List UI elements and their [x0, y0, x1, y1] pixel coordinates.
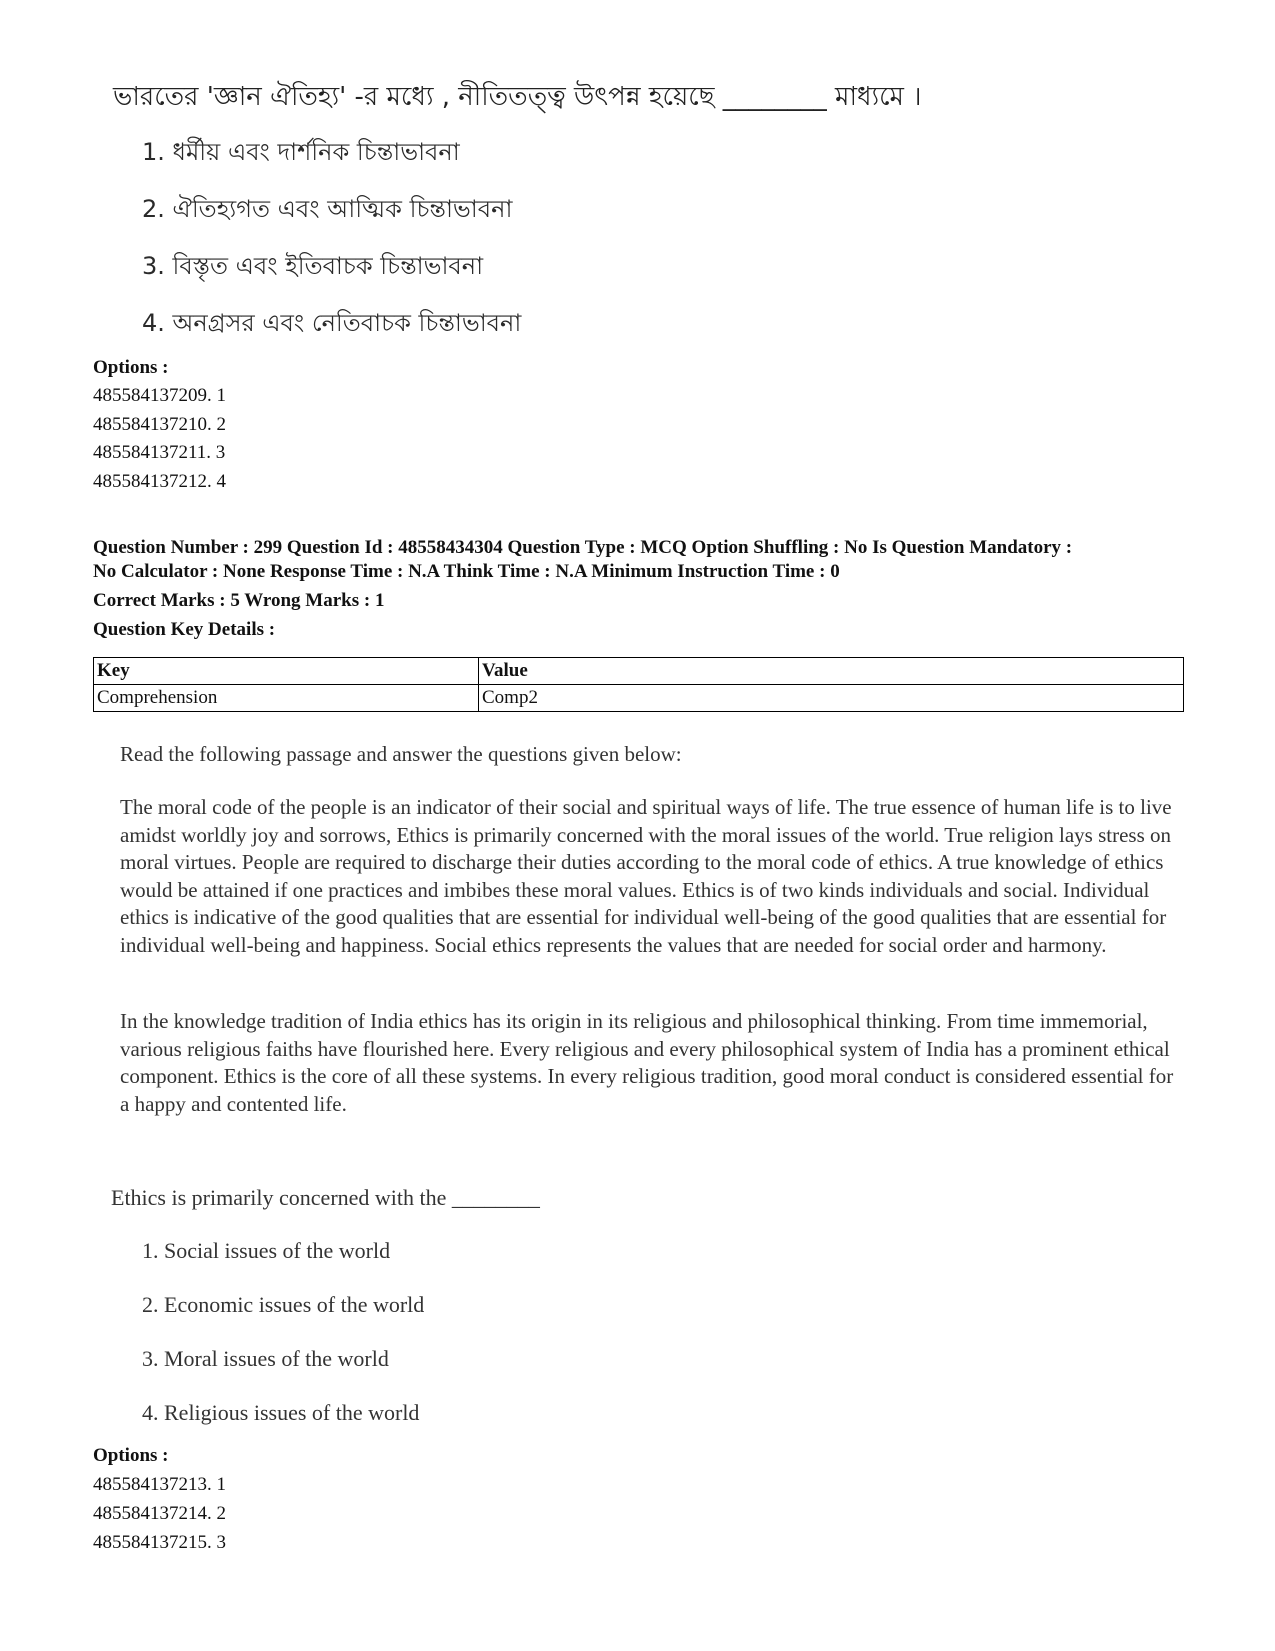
question-stem: Ethics is primarily concerned with the ________ — [111, 1185, 540, 1210]
bengali-question-stem: ভারতের 'জ্ঞান ঐতিহ্য' -র মধ্যে , নীতিতত্ত্ব উৎপন্ন হয়েছে ________ মাধ্যমে । — [113, 82, 922, 112]
key-details-label: Question Key Details : — [93, 619, 276, 640]
table-cell-key: Comprehension — [94, 685, 479, 712]
question-choice-2: 2. Economic issues of the world — [142, 1292, 425, 1317]
option-id: 485584137211. 3 — [93, 442, 226, 463]
table-header-row — [94, 658, 1184, 685]
bengali-choice-2: 2. ঐতিহ্যগত এবং আত্মিক চিন্তাভাবনা — [142, 195, 513, 223]
question-meta-line-2: No Calculator : None Response Time : N.A Think Time : N.A Minimum Instruction Time : 0 — [93, 561, 840, 582]
key-details-table — [93, 657, 1184, 712]
table-header-key: Key — [94, 658, 479, 685]
question-choice-4: 4. Religious issues of the world — [142, 1400, 420, 1425]
option-id: 485584137215. 3 — [93, 1532, 226, 1553]
table-row — [94, 685, 1184, 712]
passage-paragraph-1: The moral code of the people is an indicator of their social and spiritual ways of life. The true essence of human life is to live amidst worldly joy and sorrows, Ethics is primarily concerned with the moral issues of the world. True religion lays stress on moral virtues. People are required to discharge their duties according to the moral code of ethics. A true knowledge of ethics would be attained if one practices and imbibes these moral values. Ethics is of two kinds individuals and social. Individual ethics is indicative of the good qualities that are essential for individual well-being of the good qualities that are essential for individual well-being and happiness. Social ethics represents the values that are needed for social order and harmony. — [120, 795, 1172, 957]
passage-intro: Read the following passage and answer the questions given below: — [120, 742, 682, 766]
option-id: 485584137213. 1 — [93, 1474, 226, 1495]
question-meta-line-1: Question Number : 299 Question Id : 48558434304 Question Type : MCQ Option Shuffling : No Is Question Mandatory : — [93, 537, 1073, 558]
bengali-choice-1: 1. ধর্মীয় এবং দার্শনিক চিন্তাভাবনা — [142, 138, 460, 166]
passage-paragraph-2: In the knowledge tradition of India ethics has its origin in its religious and philosophical thinking. From time immemorial, various religious faiths have flourished here. Every religious and every philosophical system of India has a prominent ethical component. Ethics is the core of all these systems. In every religious tradition, good moral conduct is considered essential for a happy and contented life. — [120, 1009, 1174, 1116]
option-id: 485584137209. 1 — [93, 385, 226, 406]
table-cell-value: Comp2 — [479, 685, 1184, 712]
option-id: 485584137214. 2 — [93, 1503, 226, 1524]
option-id: 485584137212. 4 — [93, 471, 226, 492]
question-choice-1: 1. Social issues of the world — [142, 1238, 391, 1263]
options-label: Options : — [93, 1445, 169, 1466]
option-id: 485584137210. 2 — [93, 414, 226, 435]
table-header-value: Value — [479, 658, 1184, 685]
options-label: Options : — [93, 357, 169, 378]
bengali-choice-3: 3. বিস্তৃত এবং ইতিবাচক চিন্তাভাবনা — [142, 252, 484, 280]
marks-line: Correct Marks : 5 Wrong Marks : 1 — [93, 590, 385, 611]
question-choice-3: 3. Moral issues of the world — [142, 1346, 389, 1371]
bengali-choice-4: 4. অনগ্রসর এবং নেতিবাচক চিন্তাভাবনা — [142, 309, 522, 337]
